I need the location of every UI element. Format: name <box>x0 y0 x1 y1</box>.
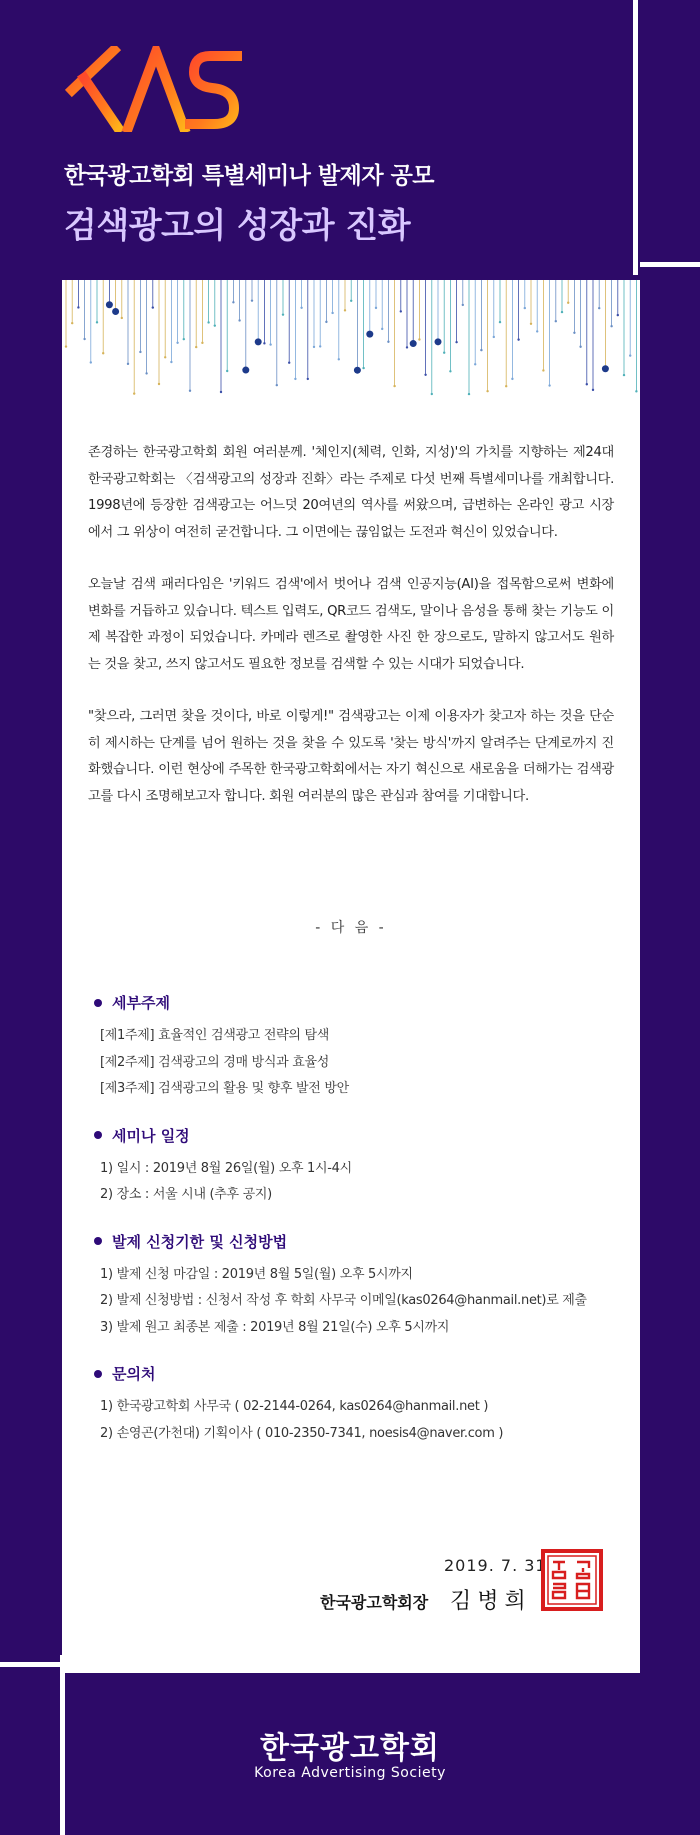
rain-drop <box>536 330 538 332</box>
rain-drop <box>366 331 373 338</box>
notice-divider: - 다 음 - <box>315 920 387 936</box>
rain-drop <box>307 378 309 380</box>
rain-drop <box>226 370 228 372</box>
footer-org-english: Korea Advertising Society <box>254 1765 446 1781</box>
section-item: 3) 발제 원고 최종본 제출 : 2019년 8월 21일(수) 오후 5시까지 <box>100 1319 450 1335</box>
rain-drop <box>511 378 513 380</box>
page-title: 검색광고의 성장과 진화 <box>64 206 411 246</box>
rain-drop <box>410 340 417 347</box>
rain-drop <box>232 301 234 303</box>
rain-drop <box>313 346 315 348</box>
rain-drop <box>176 342 178 344</box>
rain-drop <box>462 304 464 306</box>
rain-drop <box>579 346 581 348</box>
rain-drop <box>542 369 544 371</box>
section-item: 1) 일시 : 2019년 8월 26일(월) 오후 1시-4시 <box>100 1160 352 1176</box>
rain-drop <box>183 338 185 340</box>
rain-drop <box>145 372 147 374</box>
rain-drop <box>524 307 526 309</box>
rain-drop <box>195 346 197 348</box>
decor-stripe <box>633 0 638 275</box>
rain-drop <box>400 310 402 312</box>
content-card <box>62 280 640 1673</box>
rain-drop <box>375 307 377 309</box>
signature-org: 한국광고학회장 <box>320 1593 429 1612</box>
decor-stripe <box>640 262 700 267</box>
rain-drop <box>77 306 79 308</box>
rain-drop <box>255 338 262 345</box>
rain-drop <box>96 321 98 323</box>
rain-drop <box>455 341 457 343</box>
rain-drop <box>629 354 631 356</box>
section-schedule <box>94 1125 624 1209</box>
signature-date: 2019. 7. 31 <box>444 1556 547 1575</box>
rain-drop <box>152 306 154 308</box>
rain-drop <box>127 363 129 365</box>
section-item: [제2주제] 검색광고의 경매 방식과 효율성 <box>100 1054 329 1070</box>
section-application <box>94 1231 624 1342</box>
invitation-letter <box>88 440 614 836</box>
rain-drop <box>623 374 625 376</box>
rain-drop <box>350 300 352 302</box>
page-subtitle: 한국광고학회 특별세미나 발제자 공모 <box>64 163 435 189</box>
official-seal <box>540 1548 604 1612</box>
section-heading: 문의처 <box>112 1365 156 1383</box>
rain-drop <box>530 323 532 325</box>
rain-drop <box>238 319 240 321</box>
rain-drop <box>443 352 445 354</box>
rain-drop <box>592 389 594 391</box>
rain-drop <box>555 320 557 322</box>
bullet-icon <box>94 999 102 1007</box>
bullet-icon <box>94 1131 102 1139</box>
rain-drop <box>214 324 216 326</box>
rain-drop <box>170 361 172 363</box>
rain-drop <box>276 384 278 386</box>
rain-drop <box>468 393 470 395</box>
section-item: [제1주제] 효율적인 검색광고 전략의 탐색 <box>100 1028 329 1043</box>
footer-org-name: 한국광고학회 <box>260 1731 440 1766</box>
rain-drop <box>344 309 346 311</box>
section-subtopics <box>94 992 624 1103</box>
rain-drop <box>102 352 104 354</box>
section-item: 2) 손영곤(가천대) 기획이사 ( 010-2350-7341, noesis4@naver.com ) <box>100 1425 504 1441</box>
rain-drop <box>282 313 284 315</box>
rain-drop <box>505 385 507 387</box>
rain-drop <box>112 308 119 315</box>
rain-drop <box>251 299 253 301</box>
letter-paragraph: "찾으라, 그러면 찾을 것이다, 바로 이렇게!" 검색광고는 이제 이용자가 찾고자 하는 것을 단순히 제시하는 단계를 넘어 원하는 것을 찾을 수 있도록 '찾는 방식'까지 알려주는 단계로까지 진화했습니다. 이런 현상에 주목한 한국광고학회에서는 자기 혁신으로 새로움을 더해가는 검색광고를 다시 조명해보고자 합니다. 회원 여러분의 많은 관심과 참여를 기대합니다. <box>88 709 614 804</box>
rain-drop <box>288 362 290 364</box>
rain-drop <box>201 342 203 344</box>
letter-paragraph: 오늘날 검색 패러다임은 '키워드 검색'에서 벗어나 검색 인공지능(AI)을 접목함으로써 변화에 변화를 거듭하고 있습니다. 텍스트 입력도, QR코드 검색도, 말이나 음성을 통해 찾는 기능도 이제 복잡한 과정이 되었습니다. 카메라 렌즈로 촬영한 사진 한 장으로도, 말하지 않고서도 원하는 것을 찾고, 쓰지 않고서도 필요한 정보를 검색할 수 있는 시대가 되었습니다. <box>88 577 614 672</box>
details-sections <box>94 992 624 1469</box>
rain-drop <box>189 390 191 392</box>
rain-drop <box>220 391 222 393</box>
rain-drop <box>424 374 426 376</box>
rain-drop <box>263 342 265 344</box>
rain-drop <box>548 384 550 386</box>
rain-drop <box>567 302 569 304</box>
rain-drop <box>294 378 296 380</box>
rain-drop <box>610 325 612 327</box>
section-heading: 세부주제 <box>112 994 170 1012</box>
rain-drop <box>242 367 249 374</box>
light-rain-decoration <box>62 280 640 420</box>
kas-logo <box>62 46 242 132</box>
rain-drop <box>71 322 73 324</box>
poster-header <box>0 0 630 280</box>
section-contact <box>94 1363 624 1447</box>
rain-drop <box>381 328 383 330</box>
rain-drop <box>83 338 85 340</box>
section-item: 1) 한국광고학회 사무국 ( 02-2144-0264, kas0264@hanmail.net ) <box>100 1399 489 1414</box>
rain-drop <box>139 351 141 353</box>
rain-drop <box>331 312 333 314</box>
rain-drop <box>325 321 327 323</box>
rain-drop <box>387 341 389 343</box>
rain-drop <box>586 383 588 385</box>
rain-drop <box>338 358 340 360</box>
rain-drop <box>573 332 575 334</box>
rain-drop <box>133 392 135 394</box>
bullet-icon <box>94 1370 102 1378</box>
rain-drop <box>354 367 361 374</box>
bullet-icon <box>94 1237 102 1245</box>
rain-drop <box>517 338 519 340</box>
letter-paragraph: 존경하는 한국광고학회 회원 여러분께. '체인지(체력, 인화, 지성)'의 가치를 지향하는 제24대 한국광고학회는 〈검색광고의 성장과 진화〉라는 주제로 다섯 번째 특별세미나를 개최합니다. 1998년에 등장한 검색광고는 어느덧 20여년의 역사를 써왔으며, 급변하는 온라인 광고 시장에서 그 위상이 여전히 굳건합니다. 그 이면에는 끊임없는 도전과 혁신이 있었습니다. <box>88 445 614 540</box>
rain-drop <box>65 345 67 347</box>
rain-drop <box>449 370 451 372</box>
rain-drop <box>158 383 160 385</box>
poster-footer <box>0 1673 700 1835</box>
rain-drop <box>418 338 420 340</box>
section-item: 1) 발제 신청 마감일 : 2019년 8월 5일(월) 오후 5시까지 <box>100 1266 413 1282</box>
section-item: 2) 장소 : 서울 시내 (추후 공지) <box>100 1187 272 1202</box>
rain-drop <box>431 393 433 395</box>
signature-name: 김병희 <box>450 1589 532 1614</box>
rain-drop <box>635 390 637 392</box>
decor-stripe <box>0 1662 60 1667</box>
rain-drop <box>474 363 476 365</box>
rain-drop <box>207 321 209 323</box>
rain-drop <box>106 301 113 308</box>
rain-drop <box>300 307 302 309</box>
rain-drop <box>164 356 166 358</box>
rain-drop <box>269 343 271 345</box>
rain-drop <box>561 311 563 313</box>
rain-drop <box>319 345 321 347</box>
section-item: 2) 발제 신청방법 : 신청서 작성 후 학회 사무국 이메일(kas0264@hanmail.net)로 제출 <box>100 1293 587 1308</box>
section-heading: 세미나 일정 <box>112 1126 190 1145</box>
rain-drop <box>435 338 442 345</box>
rain-drop <box>602 365 609 372</box>
rain-drop <box>393 385 395 387</box>
rain-drop <box>598 307 600 309</box>
section-heading: 발제 신청기한 및 신청방법 <box>112 1232 288 1251</box>
rain-drop <box>362 367 364 369</box>
rain-drop <box>480 349 482 351</box>
rain-drop <box>486 390 488 392</box>
rain-drop <box>499 321 501 323</box>
rain-drop <box>617 314 619 316</box>
rain-drop <box>90 361 92 363</box>
rain-drop <box>121 317 123 319</box>
rain-drop <box>493 336 495 338</box>
rain-drop <box>406 346 408 348</box>
section-item: [제3주제] 검색광고의 활용 및 향후 발전 방안 <box>100 1081 349 1096</box>
